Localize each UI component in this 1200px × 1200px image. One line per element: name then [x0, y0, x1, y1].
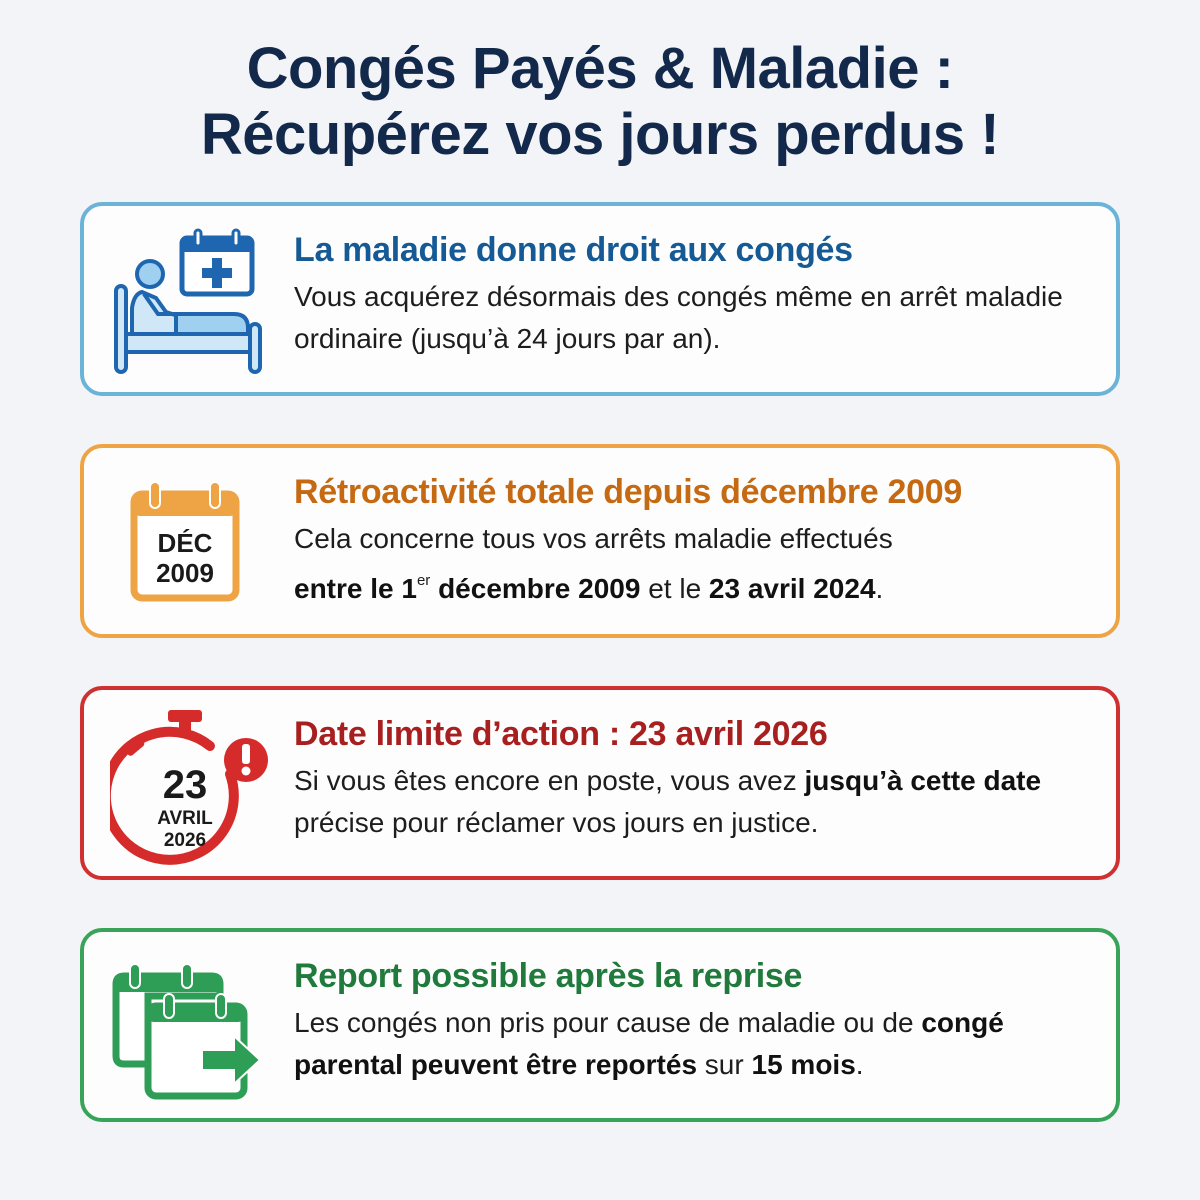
- card-text: Vous acquérez désormais des congés même en arrêt maladie ordinaire (jusqu’à 24 jours par an).: [294, 281, 1063, 354]
- text-bold: 23 avril 2024: [708, 573, 876, 604]
- card-title: La maladie donne droit aux congés: [294, 231, 853, 269]
- card-text: [294, 518, 1102, 610]
- card-title: Report possible après la reprise: [294, 957, 803, 995]
- card-sick-leave-rights: [80, 202, 1120, 396]
- stopwatch-day: 23: [162, 763, 208, 807]
- text-bold: congé parental peuvent être reportés: [294, 1007, 1004, 1080]
- text-bold: 15 mois: [751, 1049, 856, 1080]
- card-text: [294, 1002, 1102, 1086]
- text-segment: .: [875, 573, 884, 604]
- stopwatch-alert-icon: [110, 706, 270, 877]
- text-bold: jusqu’à cette date: [804, 765, 1042, 796]
- text-bold: décembre 2009: [430, 573, 641, 604]
- card-text: [294, 760, 1102, 844]
- calendar-year: 2009: [156, 558, 214, 588]
- card-deadline: [80, 686, 1120, 880]
- text-bold: entre le 1: [294, 573, 417, 604]
- card-carry-over: [80, 928, 1120, 1122]
- card-content: [294, 230, 1102, 360]
- card-title: Date limite d’action : 23 avril 2026: [294, 715, 828, 753]
- calendar-forward-icon: [108, 956, 268, 1107]
- text-sup: er: [416, 572, 431, 589]
- stopwatch-month: AVRIL: [157, 808, 213, 829]
- card-title: Rétroactivité totale depuis décembre 2009: [294, 473, 962, 511]
- title-line-1: Congés Payés & Maladie :: [246, 36, 954, 101]
- text-segment: Les congés non pris pour cause de maladie ou de: [294, 1007, 922, 1038]
- text-segment: Si vous êtes encore en poste, vous avez: [294, 765, 805, 796]
- sick-bed-calendar-icon: [108, 228, 268, 383]
- title-line-2: Récupérez vos jours perdus !: [200, 102, 1000, 167]
- page-title: [0, 36, 1200, 168]
- text-segment: et le: [640, 573, 709, 604]
- card-content: [294, 472, 1102, 610]
- card-content: [294, 714, 1102, 844]
- text-segment: précise pour réclamer vos jours en justice.: [294, 807, 819, 838]
- text-segment: sur: [697, 1049, 752, 1080]
- text-segment: Cela concerne tous vos arrêts maladie effectués: [294, 523, 893, 554]
- text-segment: .: [855, 1049, 864, 1080]
- card-content: [294, 956, 1102, 1086]
- card-retroactivity: [80, 444, 1120, 638]
- stopwatch-year: 2026: [163, 830, 207, 851]
- calendar-month: DÉC: [157, 528, 213, 558]
- calendar-icon: [130, 480, 240, 607]
